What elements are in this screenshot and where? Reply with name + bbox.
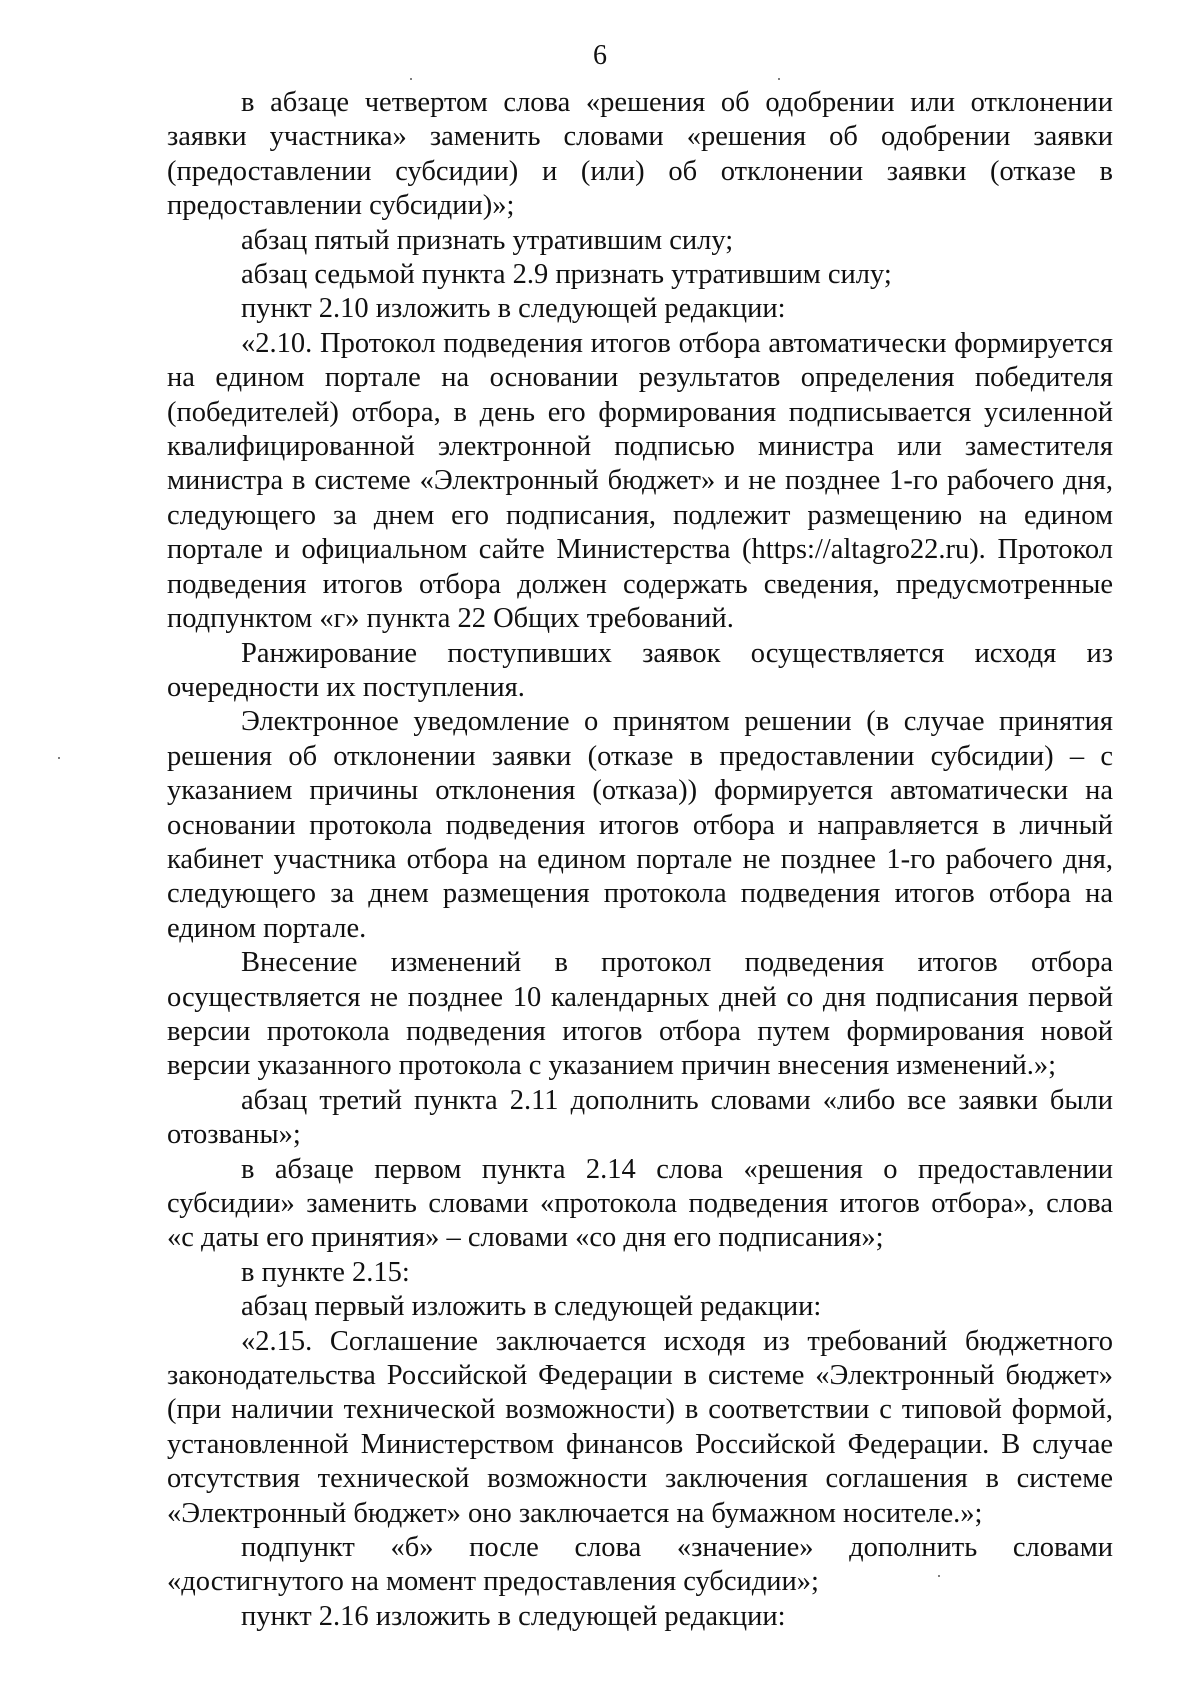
paragraph-6: Ранжирование поступивших заявок осуществляется исходя из очередности их поступления. — [167, 637, 1113, 703]
paragraph-11: в пункте 2.15: — [241, 1256, 410, 1288]
scan-speck — [410, 78, 412, 80]
paragraph-14: подпункт «б» после слова «значение» дополнить словами «достигнутого на момент предоставления субсидии»; — [167, 1532, 1113, 1598]
paragraph-9: абзац третий пункта 2.11 дополнить словами «либо все заявки были отозваны»; — [167, 1084, 1113, 1151]
page-number: 6 — [593, 40, 607, 71]
document-body — [167, 86, 1113, 1634]
scan-speck — [58, 757, 60, 759]
paragraph-2: абзац пятый признать утратившим силу; — [241, 224, 734, 256]
paragraph-8: Внесение изменений в протокол подведения итогов отбора осуществляется не позднее 10 календарных дней со дня подписания первой версии протокола подведения итогов отбора путем формирования новой версии указанного протокола с указанием причин внесения изменений.»; — [167, 947, 1113, 1082]
paragraph-3: абзац седьмой пункта 2.9 признать утратившим силу; — [241, 259, 892, 291]
paragraph-13: «2.15. Соглашение заключается исходя из требований бюджетного законодательства Российской Федерации в системе «Электронный бюджет» (при наличии технической возможности) в соответствии с типовой формой, установленной Министерством финансов Российской Федерации. В случае отсутствия технической возможности заключения соглашения в системе «Электронный бюджет» оно заключается на бумажном носителе.»; — [167, 1325, 1113, 1529]
scan-speck — [778, 78, 780, 80]
paragraph-7: Электронное уведомление о принятом решении (в случае принятия решения об отклонении заявки (отказе в предоставлении субсидии) – с указанием причины отклонения (отказа)) формируется автоматически на основании протокола подведения итогов отбора и направляется в личный кабинет участника отбора на едином портале не позднее 1-го рабочего дня, следующего за днем размещения протокола подведения итогов отбора на едином портале. — [167, 706, 1113, 944]
paragraph-15: пункт 2.16 изложить в следующей редакции: — [241, 1600, 786, 1632]
paragraph-12: абзац первый изложить в следующей редакции: — [241, 1291, 822, 1323]
paragraph-10: в абзаце первом пункта 2.14 слова «решения о предоставлении субсидии» заменить словами «протокола подведения итогов отбора», слова «с даты его принятия» – словами «со дня его подписания»; — [167, 1153, 1113, 1254]
paragraph-1: в абзаце четвертом слова «решения об одобрении или отклонении заявки участника» заменить словами «решения об одобрении заявки (предоставлении субсидии) и (или) об отклонении заявки (отказе в предоставлении субсидии)»; — [167, 87, 1113, 222]
paragraph-4: пункт 2.10 изложить в следующей редакции: — [241, 293, 786, 325]
paragraph-5: «2.10. Протокол подведения итогов отбора автоматически формируется на едином портале на основании результатов определения победителя (победителей) отбора, в день его формирования подписывается усиленной квалифицированной электронной подписью министра или заместителя министра в системе «Электронный бюджет» и не позднее 1-го рабочего дня, следующего за днем его подписания, подлежит размещению на едином портале и официальном сайте Министерства (https://altagro22.ru). Протокол подведения итогов отбора должен содержать сведения, предусмотренные подпунктом «г» пункта 22 Общих требований. — [167, 327, 1113, 635]
scan-speck — [938, 1575, 940, 1577]
